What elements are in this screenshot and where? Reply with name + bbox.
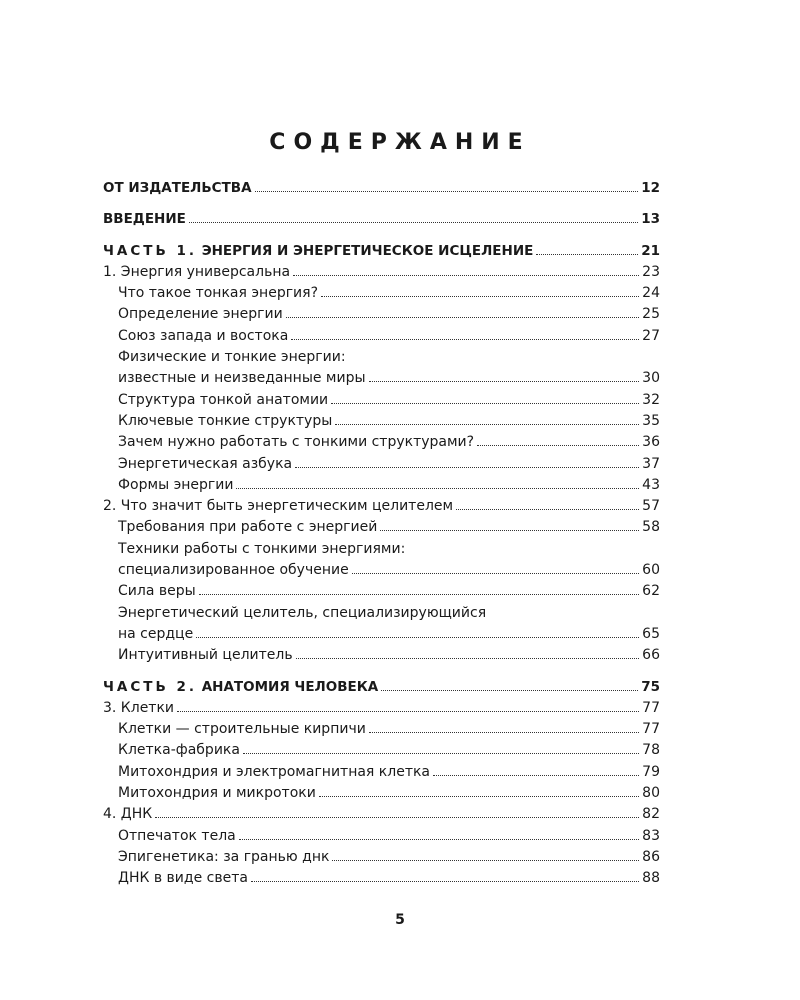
toc-entry-page: 82 bbox=[642, 806, 660, 823]
dot-leader bbox=[196, 637, 639, 638]
toc-entry-title: Союз запада и востока bbox=[118, 327, 289, 344]
toc-entry-page: 86 bbox=[642, 848, 660, 865]
toc-entry-title: Сила веры bbox=[118, 583, 196, 600]
toc-entry-page: 30 bbox=[642, 370, 660, 387]
toc-entry-continuation[interactable] bbox=[103, 368, 660, 389]
toc-entry-page: 65 bbox=[642, 625, 660, 642]
toc-entry-page: 57 bbox=[642, 498, 660, 515]
toc-entry-title: Ключевые тонкие структуры bbox=[118, 412, 333, 429]
part-prefix: ЧАСТЬ 2. bbox=[103, 678, 197, 695]
toc-entry-title: Отпечаток тела bbox=[118, 827, 236, 844]
toc-chapter-entry[interactable] bbox=[103, 804, 660, 825]
dot-leader bbox=[433, 775, 639, 776]
toc-entry[interactable] bbox=[103, 847, 660, 868]
dot-leader bbox=[331, 403, 639, 404]
toc-entry[interactable] bbox=[103, 178, 660, 199]
toc-entry-page: 24 bbox=[642, 285, 660, 302]
toc-entry-page: 25 bbox=[642, 306, 660, 323]
dot-leader bbox=[536, 254, 638, 255]
dot-leader bbox=[296, 658, 640, 659]
toc-entry-title: 3. Клетки bbox=[103, 699, 175, 716]
dot-leader bbox=[243, 753, 639, 754]
toc-entry-title: Клетки — строительные кирпичи bbox=[118, 721, 366, 738]
toc-entry-page: 62 bbox=[642, 583, 660, 600]
dot-leader bbox=[477, 445, 639, 446]
toc-entry-title: Энергетический целитель, специализирующийся bbox=[118, 604, 487, 621]
toc-entry[interactable] bbox=[103, 762, 660, 783]
toc-chapter-entry[interactable] bbox=[103, 698, 660, 719]
dot-leader bbox=[369, 732, 639, 733]
toc-entry[interactable] bbox=[103, 454, 660, 475]
table-of-contents bbox=[103, 178, 660, 890]
toc-entry-page: 80 bbox=[642, 785, 660, 802]
toc-entry-page: 32 bbox=[642, 391, 660, 408]
toc-entry-title: Митохондрия и электромагнитная клетка bbox=[118, 763, 431, 780]
dot-leader bbox=[177, 711, 639, 712]
toc-entry-title: Митохондрия и микротоки bbox=[118, 785, 316, 802]
toc-entry-page: 58 bbox=[642, 519, 660, 536]
toc-entry-page: 37 bbox=[642, 455, 660, 472]
toc-entry-title: 1. Энергия универсальна bbox=[103, 263, 291, 280]
toc-entry[interactable] bbox=[103, 826, 660, 847]
toc-entry[interactable] bbox=[103, 390, 660, 411]
toc-entry-title: Определение энергии bbox=[118, 306, 283, 323]
page-title: СОДЕРЖАНИЕ bbox=[269, 130, 531, 155]
toc-entry[interactable] bbox=[103, 645, 660, 666]
toc-part-entry[interactable] bbox=[103, 677, 660, 698]
toc-entry[interactable] bbox=[103, 581, 660, 602]
dot-leader bbox=[236, 488, 639, 489]
toc-entry-page: 27 bbox=[642, 327, 660, 344]
dot-leader bbox=[352, 573, 639, 574]
toc-entry[interactable] bbox=[103, 209, 660, 230]
dot-leader bbox=[380, 530, 639, 531]
toc-entry-title: Энергетическая азбука bbox=[118, 455, 293, 472]
dot-leader bbox=[199, 594, 640, 595]
toc-entry-title: Эпигенетика: за гранью днк bbox=[118, 848, 330, 865]
dot-leader bbox=[239, 839, 639, 840]
toc-entry-title: ВВЕДЕНИЕ bbox=[103, 211, 186, 228]
dot-leader bbox=[381, 690, 638, 691]
toc-entry-page: 79 bbox=[642, 763, 660, 780]
toc-entry-page: 60 bbox=[642, 562, 660, 579]
toc-entry[interactable] bbox=[103, 304, 660, 325]
toc-entry-first-line[interactable] bbox=[103, 347, 660, 368]
dot-leader bbox=[321, 296, 639, 297]
toc-entry[interactable] bbox=[103, 432, 660, 453]
toc-entry-title: Техники работы с тонкими энергиями: bbox=[118, 540, 406, 557]
toc-entry-title: 2. Что значит быть энергетическим целителем bbox=[103, 498, 454, 515]
toc-entry-continuation[interactable] bbox=[103, 560, 660, 581]
toc-entry-title-continuation: на сердце bbox=[118, 625, 194, 642]
toc-entry-title: ДНК в виде света bbox=[118, 870, 248, 887]
toc-entry-title: Формы энергии bbox=[118, 476, 234, 493]
toc-part-entry[interactable] bbox=[103, 241, 660, 262]
toc-entry-title: Интуитивный целитель bbox=[118, 647, 293, 664]
toc-entry-page: 83 bbox=[642, 827, 660, 844]
toc-entry[interactable] bbox=[103, 326, 660, 347]
toc-entry-title: Физические и тонкие энергии: bbox=[118, 349, 346, 366]
toc-entry-page: 23 bbox=[642, 263, 660, 280]
toc-entry-page: 88 bbox=[642, 870, 660, 887]
dot-leader bbox=[295, 467, 639, 468]
dot-leader bbox=[291, 339, 639, 340]
toc-entry-page: 66 bbox=[642, 647, 660, 664]
toc-entry[interactable] bbox=[103, 283, 660, 304]
toc-entry-title: Требования при работе с энергией bbox=[118, 519, 378, 536]
page-number: 5 bbox=[395, 912, 405, 928]
toc-entry-title bbox=[103, 241, 533, 262]
toc-entry[interactable] bbox=[103, 411, 660, 432]
toc-entry[interactable] bbox=[103, 868, 660, 889]
toc-entry-title: Что такое тонкая энергия? bbox=[118, 285, 319, 302]
toc-entry-continuation[interactable] bbox=[103, 624, 660, 645]
toc-entry-page: 75 bbox=[641, 678, 660, 695]
dot-leader bbox=[286, 317, 639, 318]
toc-entry-title: Структура тонкой анатомии bbox=[118, 391, 329, 408]
toc-entry-page: 43 bbox=[642, 476, 660, 493]
toc-entry[interactable] bbox=[103, 475, 660, 496]
toc-entry-page: 78 bbox=[642, 742, 660, 759]
toc-entry[interactable] bbox=[103, 783, 660, 804]
toc-entry-title-continuation: специализированное обучение bbox=[118, 562, 349, 579]
toc-entry-title-continuation: известные и неизведанные миры bbox=[118, 370, 366, 387]
dot-leader bbox=[332, 860, 639, 861]
dot-leader bbox=[456, 509, 639, 510]
toc-chapter-entry[interactable] bbox=[103, 262, 660, 283]
part-prefix: ЧАСТЬ 1. bbox=[103, 242, 197, 259]
dot-leader bbox=[251, 881, 639, 882]
toc-chapter-entry[interactable] bbox=[103, 496, 660, 517]
dot-leader bbox=[255, 191, 639, 192]
part-title: ЭНЕРГИЯ И ЭНЕРГЕТИЧЕСКОЕ ИСЦЕЛЕНИЕ bbox=[201, 242, 534, 259]
toc-entry-first-line[interactable] bbox=[103, 539, 660, 560]
toc-entry-title: Клетка-фабрика bbox=[118, 742, 240, 759]
toc-entry-first-line[interactable] bbox=[103, 603, 660, 624]
toc-entry-title: ОТ ИЗДАТЕЛЬСТВА bbox=[103, 180, 252, 196]
toc-entry-page: 12 bbox=[641, 180, 660, 196]
toc-entry-page: 77 bbox=[642, 699, 660, 716]
toc-entry-page: 36 bbox=[642, 434, 660, 451]
toc-entry-page: 21 bbox=[641, 242, 660, 259]
part-title: АНАТОМИЯ ЧЕЛОВЕКА bbox=[201, 678, 379, 695]
toc-entry[interactable] bbox=[103, 719, 660, 740]
toc-entry-title: Зачем нужно работать с тонкими структурами? bbox=[118, 434, 475, 451]
dot-leader bbox=[189, 222, 638, 223]
toc-entry-page: 35 bbox=[642, 412, 660, 429]
toc-entry[interactable] bbox=[103, 517, 660, 538]
dot-leader bbox=[319, 796, 639, 797]
toc-entry-title bbox=[103, 677, 378, 698]
dot-leader bbox=[293, 275, 639, 276]
toc-entry[interactable] bbox=[103, 740, 660, 761]
dot-leader bbox=[369, 381, 640, 382]
toc-entry-page: 77 bbox=[642, 721, 660, 738]
dot-leader bbox=[335, 424, 639, 425]
dot-leader bbox=[155, 817, 639, 818]
toc-entry-page: 13 bbox=[641, 211, 660, 228]
toc-entry-title: 4. ДНК bbox=[103, 806, 153, 823]
